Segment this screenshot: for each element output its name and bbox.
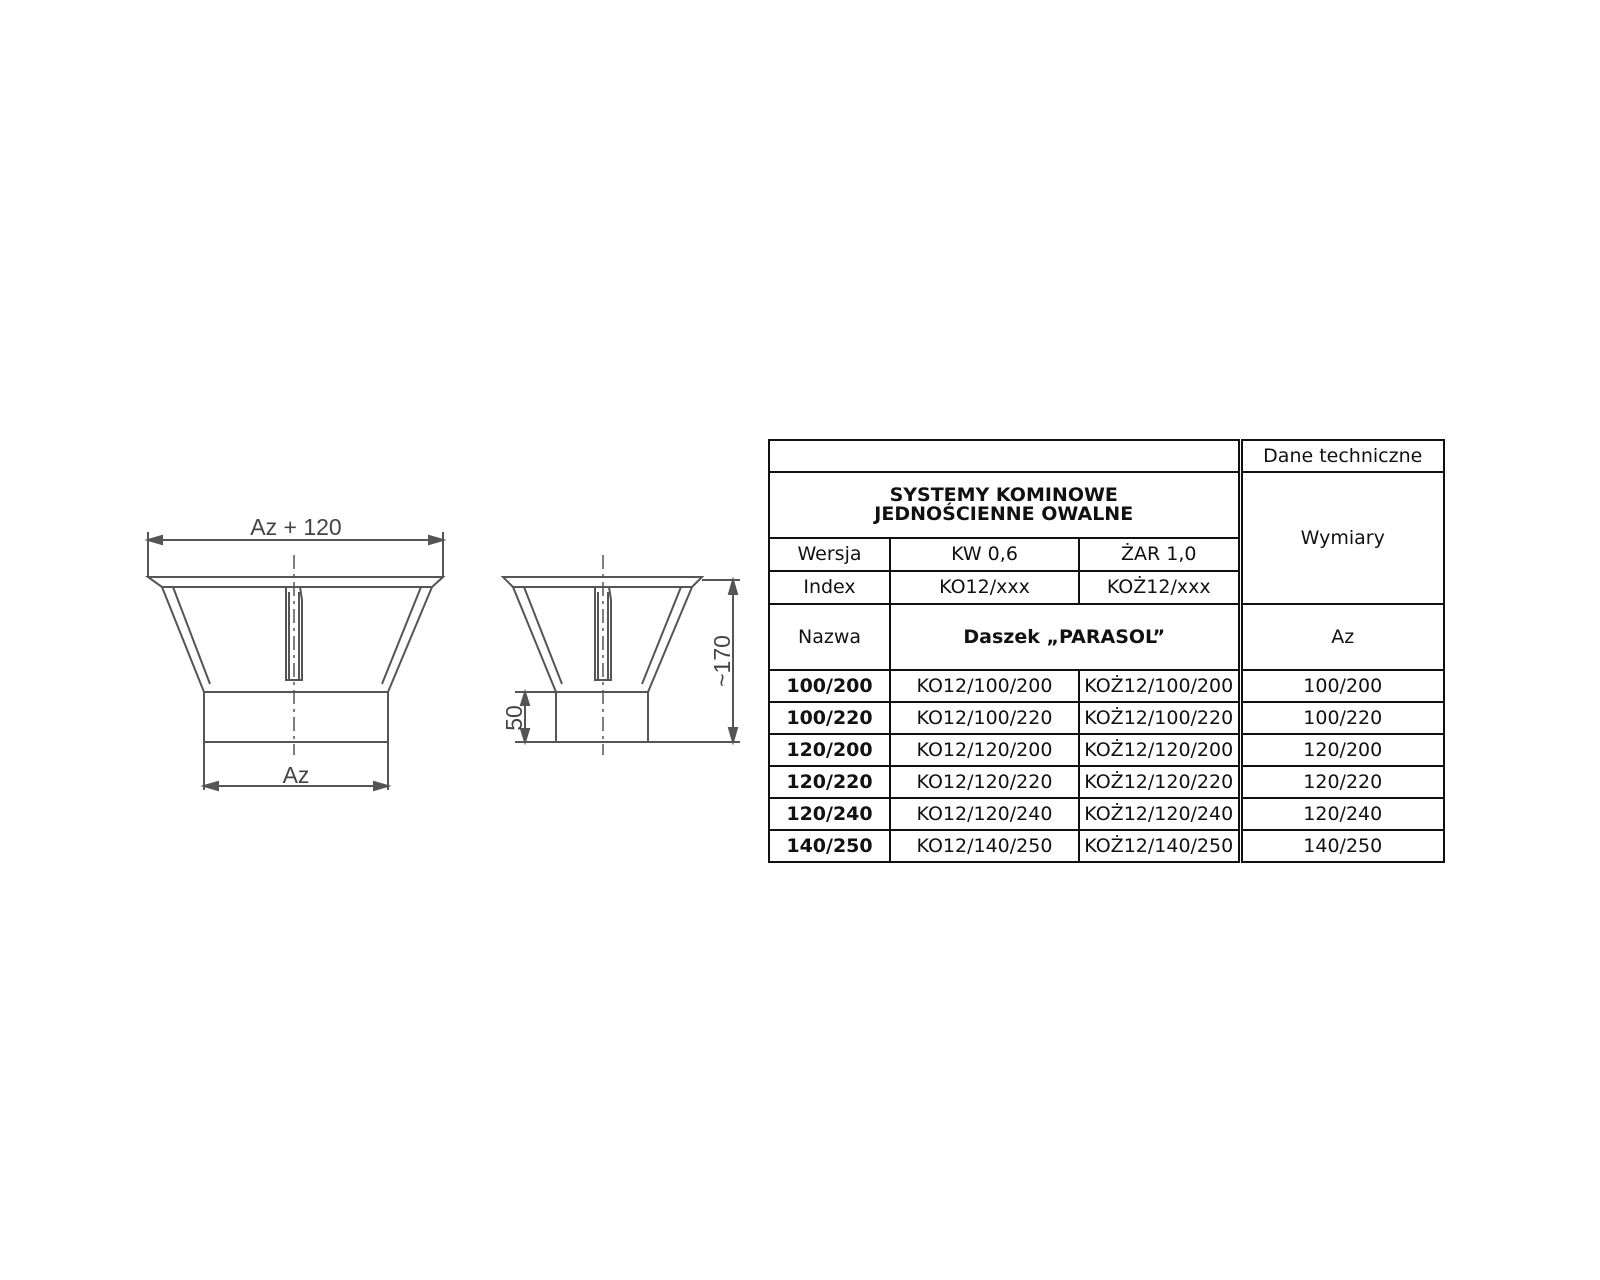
zar-index-cell: KOŻ12/120/240 (1079, 798, 1240, 830)
wymiary-header: Wymiary (1240, 472, 1444, 604)
az-cell: 100/220 (1240, 702, 1444, 734)
height-label: ~170 (709, 635, 735, 687)
az-header: Az (1240, 604, 1444, 670)
kw-index-cell: KO12/120/200 (890, 734, 1079, 766)
kw-index-cell: KO12/100/200 (890, 670, 1079, 702)
az-cell: 140/250 (1240, 830, 1444, 862)
size-cell: 120/240 (769, 798, 890, 830)
size-cell: 120/220 (769, 766, 890, 798)
table-row (769, 830, 1444, 862)
top-width-label: Az + 120 (250, 514, 342, 540)
size-cell: 100/200 (769, 670, 890, 702)
az-cell: 120/220 (1240, 766, 1444, 798)
spec-table (768, 439, 1445, 863)
index-kw: KO12/xxx (890, 571, 1079, 604)
kw-index-cell: KO12/100/220 (890, 702, 1079, 734)
zar-index-cell: KOŻ12/120/220 (1079, 766, 1240, 798)
wersja-kw: KW 0,6 (890, 538, 1079, 571)
index-label: Index (769, 571, 890, 604)
zar-index-cell: KOŻ12/100/200 (1079, 670, 1240, 702)
wersja-zar: ŻAR 1,0 (1079, 538, 1240, 571)
kw-index-cell: KO12/120/220 (890, 766, 1079, 798)
bottom-width-label: Az (282, 762, 310, 788)
az-cell: 100/200 (1240, 670, 1444, 702)
technical-drawing (0, 0, 760, 1280)
kw-index-cell: KO12/120/240 (890, 798, 1079, 830)
az-cell: 120/200 (1240, 734, 1444, 766)
table-row (769, 798, 1444, 830)
side-view (503, 555, 740, 755)
blank-header-cell (769, 440, 1240, 472)
az-cell: 120/240 (1240, 798, 1444, 830)
table-row (769, 734, 1444, 766)
size-cell: 140/250 (769, 830, 890, 862)
size-cell: 120/200 (769, 734, 890, 766)
collar-label: 50 (501, 705, 527, 731)
wersja-label: Wersja (769, 538, 890, 571)
systemy-title (769, 472, 1240, 538)
zar-index-cell: KOŻ12/120/200 (1079, 734, 1240, 766)
title-line-2: JEDNOŚCIENNE OWALNE (874, 503, 1134, 525)
zar-index-cell: KOŻ12/100/220 (1079, 702, 1240, 734)
nazwa-label: Nazwa (769, 604, 890, 670)
index-zar: KOŻ12/xxx (1079, 571, 1240, 604)
zar-index-cell: KOŻ12/140/250 (1079, 830, 1240, 862)
kw-index-cell: KO12/140/250 (890, 830, 1079, 862)
size-cell: 100/220 (769, 702, 890, 734)
title-line-1: SYSTEMY KOMINOWE (889, 484, 1118, 506)
table-row (769, 766, 1444, 798)
front-view (148, 532, 443, 790)
table-row (769, 670, 1444, 702)
table-row (769, 702, 1444, 734)
nazwa-value: Daszek „PARASOL” (890, 604, 1240, 670)
dane-techniczne-header: Dane techniczne (1240, 440, 1444, 472)
